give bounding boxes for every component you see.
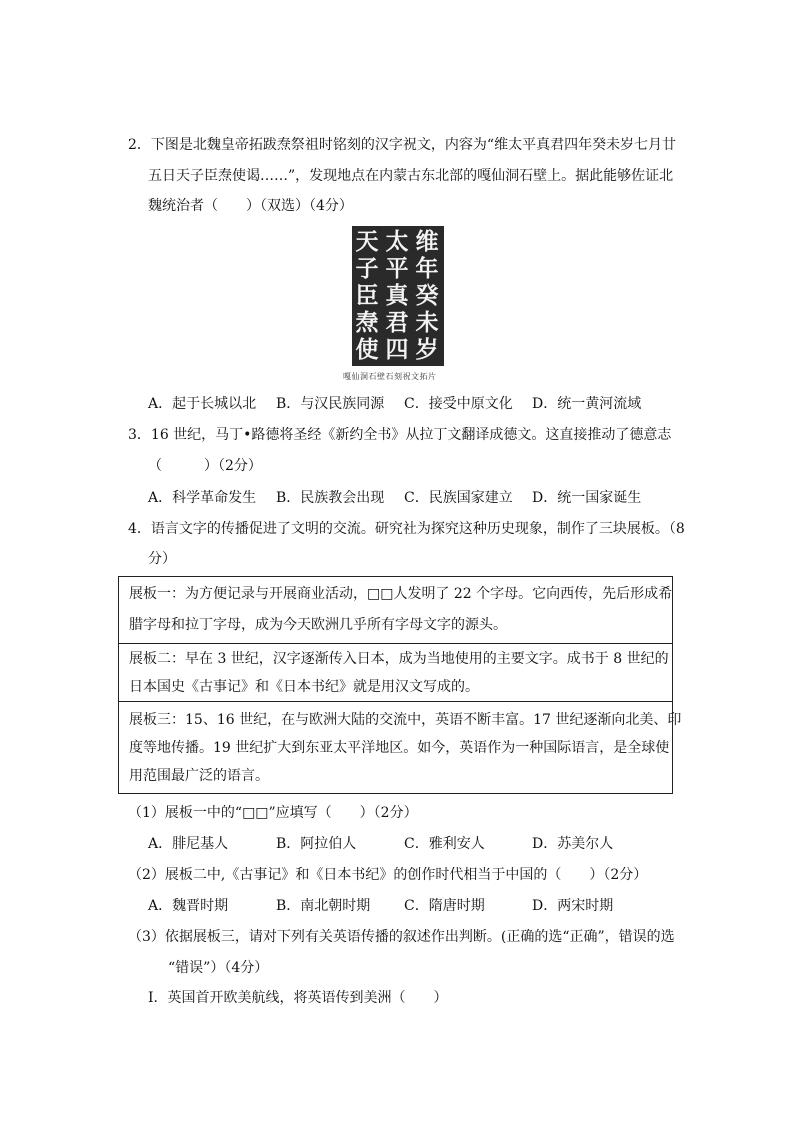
panel-1-line2: 腊字母和拉丁字母，成为今天欧洲几乎所有字母文字的源头。: [129, 617, 507, 633]
q4-stem-line1: 4．语言文字的传播促进了文明的交流。研究社为探究这种历史现象，制作了三块展板。（8: [128, 521, 685, 537]
q3-option-a[interactable]: A．科学革命发生: [148, 490, 257, 506]
inscription-col-2: 太 平 真 君 四: [385, 228, 409, 363]
q4-sub1-option-b[interactable]: B．阿拉伯人: [276, 836, 357, 852]
q2-option-b[interactable]: B．与汉民族同源: [276, 396, 385, 412]
q4-sub2-option-b[interactable]: B．南北朝时期: [276, 898, 371, 914]
q4-sub3-stem-line2: “错误”）（4分）: [168, 960, 269, 976]
q3-option-c[interactable]: C．民族国家建立: [404, 490, 513, 506]
q4-sub2-option-a[interactable]: A．魏晋时期: [148, 898, 229, 914]
panel-1-line1: 展板一：为方便记录与开展商业活动，□□人发明了 22 个字母。它向西传，先后形成希: [129, 586, 673, 602]
inscription-col-3: 天 子 臣 焘 使: [355, 228, 379, 363]
q3-option-b[interactable]: B．民族教会出现: [276, 490, 385, 506]
panel-3-line1: 展板三：15、16 世纪，在与欧洲大陆的交流中，英语不断丰富。17 世纪逐渐向北美、印: [129, 712, 682, 728]
q4-sub1-stem: （1）展板一中的“□□”应填写（ ）（2分）: [128, 805, 418, 821]
q2-stem-line3: 魏统治者（ ）（双选）（4分）: [148, 198, 353, 214]
q2-stem-line1: 2．下图是北魏皇帝拓跋焘祭祖时铭刻的汉字祝文，内容为“维太平真君四年癸未岁七月廿: [128, 137, 677, 153]
q4-sub2-option-c[interactable]: C．隋唐时期: [404, 898, 485, 914]
q2-option-c[interactable]: C．接受中原文化: [404, 396, 513, 412]
q2-option-d[interactable]: D．统一黄河流域: [532, 396, 642, 412]
q2-option-a[interactable]: A．起于长城以北: [148, 396, 257, 412]
exhibit-panel-3: [119, 702, 682, 794]
panel-3-line3: 用范围最广泛的语言。: [129, 768, 269, 784]
exhibit-panel-1: [119, 577, 672, 644]
q3-stem-line1: 3．16 世纪，马丁•路德将圣经《新约全书》从拉丁文翻译成德文。这直接推动了德意志: [128, 427, 672, 443]
exhibit-panels: [118, 576, 682, 794]
inscription-col-1: 维 年 癸 未 岁: [415, 228, 439, 363]
q4-sub2-stem: （2）展板二中,《古事记》和《日本书纪》的创作时代相当于中国的（ ）（2分）: [128, 867, 648, 883]
rubbing-image: [352, 226, 444, 366]
q3-option-d[interactable]: D．统一国家诞生: [532, 490, 642, 506]
q4-sub1-option-a[interactable]: A．腓尼基人: [148, 836, 229, 852]
q3-stem-line2: （ ）（2分）: [148, 458, 262, 474]
q4-sub1-option-d[interactable]: D．苏美尔人: [532, 836, 614, 852]
q4-sub1-option-c[interactable]: C．雅利安人: [404, 836, 485, 852]
panel-2-line1: 展板二：早在 3 世纪，汉字逐渐传入日本，成为当地使用的主要文字。成书于 8 世纪的: [129, 651, 669, 667]
panel-2-line2: 日本国史《古事记》和《日本书纪》就是用汉文写成的。: [129, 679, 479, 695]
q4-sub3-item1[interactable]: Ⅰ．英国首开欧美航线，将英语传到美洲（ ）: [148, 990, 448, 1006]
q4-stem-line2: 分）: [148, 551, 176, 567]
image-caption: 嘎仙洞石壁石刻祝文拓片: [343, 372, 437, 381]
panel-3-line2: 度等地传播。19 世纪扩大到东亚太平洋地区。如今，英语作为一种国际语言，是全球使: [129, 740, 670, 756]
exhibit-panel-2: [119, 644, 672, 702]
q4-sub2-option-d[interactable]: D．两宋时期: [532, 898, 614, 914]
q4-sub3-stem-line1: （3）依据展板三，请对下列有关英语传播的叙述作出判断。(正确的选“正确”，错误的选: [128, 929, 675, 945]
q2-stem-line2: 五日天子臣焘使谒……”，发现地点在内蒙古东北部的嘎仙洞石壁上。据此能够佐证北: [148, 168, 674, 184]
